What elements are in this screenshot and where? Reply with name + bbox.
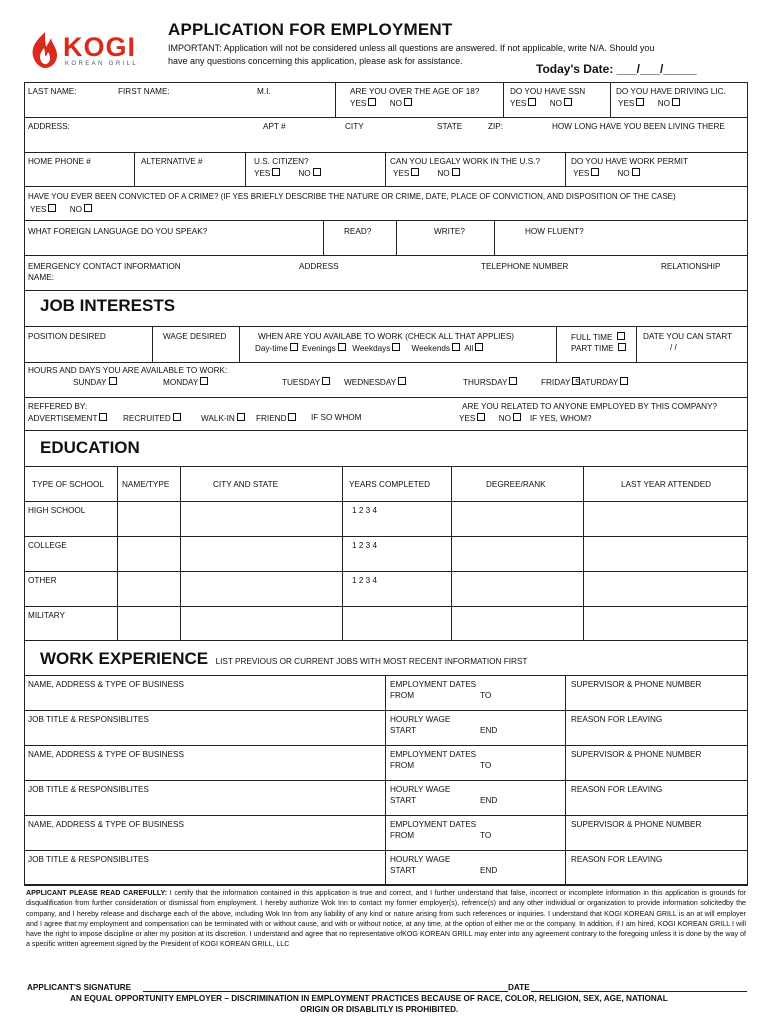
end-field[interactable]: END	[480, 796, 498, 805]
education-col-header: DEGREE/RANK	[486, 480, 546, 489]
checkbox-icon	[290, 343, 298, 351]
checkbox-icon	[109, 377, 117, 385]
emergency-address-field[interactable]: ADDRESS	[299, 262, 339, 271]
start-date-field[interactable]: DATE YOU CAN START	[643, 332, 733, 341]
start-field[interactable]: START	[390, 796, 417, 805]
flame-icon	[27, 30, 63, 72]
related-question: ARE YOU RELATED TO ANYONE EMPLOYED BY THIS COMPANY?	[462, 402, 718, 411]
checkbox-icon	[475, 343, 483, 351]
ssn-options[interactable]: YES NO	[510, 98, 574, 110]
driving-options[interactable]: YES NO	[618, 98, 682, 110]
apt-field[interactable]: APT #	[263, 122, 286, 131]
checkbox-icon	[322, 377, 330, 385]
home-phone-field[interactable]: HOME PHONE #	[28, 157, 91, 166]
address-field[interactable]: ADDRESS:	[28, 122, 70, 131]
employment-dates-label: EMPLOYMENT DATES	[390, 680, 477, 689]
start-field[interactable]: START	[390, 726, 417, 735]
business-name-field[interactable]: NAME, ADDRESS & TYPE OF BUSINESS	[28, 820, 184, 829]
checkbox-icon	[632, 168, 640, 176]
checkbox-icon	[411, 168, 419, 176]
supervisor-field[interactable]: SUPERVISOR & PHONE NUMBER	[571, 750, 702, 759]
education-row-label: OTHER	[28, 576, 57, 585]
todays-date[interactable]: Today's Date: ___/___/_____	[536, 62, 697, 76]
day-option-saturday[interactable]: SATURDAY	[575, 377, 630, 389]
supervisor-field[interactable]: SUPERVISOR & PHONE NUMBER	[571, 820, 702, 829]
state-field[interactable]: STATE	[437, 122, 463, 131]
checkbox-icon	[477, 413, 485, 421]
checkbox-icon	[452, 168, 460, 176]
over-18-question: ARE YOU OVER THE AGE OF 18?	[350, 87, 480, 96]
to-field[interactable]: TO	[480, 761, 492, 770]
checkbox-icon	[620, 377, 628, 385]
referred-option-1[interactable]: RECRUITED	[123, 413, 183, 425]
last-name-field[interactable]: LAST NAME:	[28, 87, 77, 96]
hours-days-label: HOURS AND DAYS YOU ARE AVAILABLE TO WORK:	[28, 366, 228, 375]
to-field[interactable]: TO	[480, 831, 492, 840]
job-title-field[interactable]: JOB TITLE & RESPONSIBLITES	[28, 715, 149, 724]
eoe-line-1: AN EQUAL OPPORTUNITY EMPLOYER – DISCRIMINATION IN EMPLOYMENT PRACTICES BECAUSE OF RACE, COLOR, RELIGION, SEX, AGE, NATIONAL	[70, 994, 668, 1003]
referred-option-0[interactable]: ADVERTISEMENT	[28, 413, 109, 425]
day-option-sunday[interactable]: SUNDAY	[73, 377, 119, 389]
alt-phone-field[interactable]: ALTERNATIVE #	[141, 157, 203, 166]
checkbox-icon	[404, 98, 412, 106]
education-col-header: TYPE OF SCHOOL	[32, 480, 104, 489]
checkbox-icon	[564, 98, 572, 106]
job-title-field[interactable]: JOB TITLE & RESPONSIBLITES	[28, 855, 149, 864]
emergency-label: EMERGENCY CONTACT INFORMATION	[28, 262, 181, 271]
logo-subtext: KOREAN GRILL	[65, 61, 139, 67]
signature-label: APPLICANT'S SIGNATURE	[27, 983, 132, 992]
checkbox-icon	[513, 413, 521, 421]
legal-question: CAN YOU LEGALY WORK IN THE U.S.?	[390, 157, 540, 166]
first-name-field[interactable]: FIRST NAME:	[118, 87, 170, 96]
signature-line[interactable]	[143, 991, 508, 992]
checkbox-icon	[368, 98, 376, 106]
checkbox-icon	[200, 377, 208, 385]
checkbox-icon	[84, 204, 92, 212]
availability-options[interactable]: Day-time Evenings Weekdays Weekends All	[255, 343, 485, 355]
zip-field[interactable]: ZIP:	[488, 122, 504, 131]
job-title-field[interactable]: JOB TITLE & RESPONSIBLITES	[28, 785, 149, 794]
crime-options[interactable]: YES NO	[30, 204, 94, 216]
checkbox-icon	[672, 98, 680, 106]
checkbox-icon	[636, 98, 644, 106]
middle-initial-field[interactable]: M.I.	[257, 87, 271, 96]
checkbox-icon	[392, 343, 400, 351]
checkbox-icon	[48, 204, 56, 212]
checkbox-icon	[528, 98, 536, 106]
over-18-options[interactable]: YES NO	[350, 98, 414, 110]
work-experience-heading: WORK EXPERIENCE	[40, 649, 209, 668]
work-experience-subheading: LIST PREVIOUS OR CURRENT JOBS WITH MOST RECENT INFORMATION FIRST	[215, 657, 528, 666]
employment-dates-label: EMPLOYMENT DATES	[390, 820, 477, 829]
checkbox-icon	[618, 343, 626, 351]
day-option-tuesday[interactable]: TUESDAY	[282, 377, 332, 389]
eoe-line-2: ORIGIN OR DISABLITLY IS PROHIBITED.	[300, 1005, 459, 1014]
permit-options[interactable]: YES NO	[573, 168, 642, 180]
education-col-header: NAME/TYPE	[122, 480, 170, 489]
hourly-wage-label: HOURLY WAGE	[390, 785, 451, 794]
years-completed-options[interactable]: 1 2 3 4	[352, 506, 378, 515]
from-field[interactable]: FROM	[390, 831, 415, 840]
business-name-field[interactable]: NAME, ADDRESS & TYPE OF BUSINESS	[28, 750, 184, 759]
certification-text: APPLICANT PLEASE READ CAREFULLY: I certify that the information contained in this application is true and correct, and I further understand that false, incorrect or incomplete information in this application is grounds for disqualification from further consideration or dismissal from employment. I hereby authorize Wok Inn to contact my former employer(s), refrence(s) and any other individual or organization to provide information solicitedby the company, and I hereby release and discharge each of the above, including Wok Inn from any liability of any kind or nature arising from such references or inquiries. I understand that KOGI KOREAN GRILL is an at will employer and I agree that my employment and compensation can be terminated with or without cause, and with or without notice, at any time, at the option of either me or the company. In addition, if I am hired, KOGI KOREAN GRILL I will have the right to impose discipline or alter my position at its discretion. I understand and agree that no representative ofKOG KOREAN GRILL may enter into any agreement contrary to the foregoing unless it is done by the way of a specific written agreement signed by the President of KOGI KOREAN GRILL, LLC	[26, 889, 746, 949]
checkbox-icon	[99, 413, 107, 421]
education-col-header: CITY AND STATE	[213, 480, 279, 489]
job-interests-heading: JOB INTERESTS	[40, 296, 176, 315]
reason-leaving-field[interactable]: REASON FOR LEAVING	[571, 715, 663, 724]
supervisor-field[interactable]: SUPERVISOR & PHONE NUMBER	[571, 680, 702, 689]
checkbox-icon	[338, 343, 346, 351]
checkbox-icon	[509, 377, 517, 385]
page-title: APPLICATION FOR EMPLOYMENT	[168, 20, 453, 39]
checkbox-icon	[173, 413, 181, 421]
permit-question: DO YOU HAVE WORK PERMIT	[571, 157, 689, 166]
logo-text: KOGI	[63, 32, 137, 62]
checkbox-icon	[617, 332, 625, 340]
to-field[interactable]: TO	[480, 691, 492, 700]
education-row-label: MILITARY	[28, 611, 66, 620]
day-option-monday[interactable]: MONDAY	[163, 377, 210, 389]
day-option-friday[interactable]: FRIDAY	[541, 377, 582, 389]
signature-date-label: DATE	[508, 983, 530, 992]
day-option-thursday[interactable]: THURSDAY	[463, 377, 519, 389]
referred-label: REFFERED BY:	[28, 402, 88, 411]
availability-question: WHEN ARE YOU AVAILABE TO WORK (CHECK ALL THAT APPLIES)	[258, 332, 515, 341]
years-completed-options[interactable]: 1 2 3 4	[352, 541, 378, 550]
emergency-relationship-field[interactable]: RELATIONSHIP	[661, 262, 721, 271]
emergency-phone-field[interactable]: TELEPHONE NUMBER	[481, 262, 569, 271]
crime-question: HAVE YOU EVER BEEN CONVICTED OF A CRIME? (IF YES BRIEFLY DESCRIBE THE NATURE OR CRIME, DATE, PLACE OF CONVICTION, AND DISPOSITION OF THE CASE)	[28, 192, 676, 201]
fluent-field[interactable]: HOW FLUENT?	[525, 227, 584, 236]
checkbox-icon	[398, 377, 406, 385]
checkbox-icon	[272, 168, 280, 176]
emergency-name-field[interactable]: NAME:	[28, 273, 54, 282]
part-time-option[interactable]: PART TIME	[571, 343, 628, 355]
referred-option-3[interactable]: FRIEND	[256, 413, 298, 425]
full-time-option[interactable]: FULL TIME	[571, 332, 627, 344]
education-col-header: LAST YEAR ATTENDED	[621, 480, 712, 489]
ssn-question: DO YOU HAVE SSN	[510, 87, 586, 96]
end-field[interactable]: END	[480, 726, 498, 735]
work-heading-line	[40, 649, 527, 669]
checkbox-icon	[313, 168, 321, 176]
reason-leaving-field[interactable]: REASON FOR LEAVING	[571, 855, 663, 864]
write-field[interactable]: WRITE?	[434, 227, 465, 236]
citizen-options[interactable]: YES NO	[254, 168, 323, 180]
referred-option-4[interactable]: IF SO WHOM	[311, 413, 362, 422]
driving-question: DO YOU HAVE DRIVING LIC.	[616, 87, 726, 96]
years-completed-options[interactable]: 1 2 3 4	[352, 576, 378, 585]
end-field[interactable]: END	[480, 866, 498, 875]
start-field[interactable]: START	[390, 866, 417, 875]
hourly-wage-label: HOURLY WAGE	[390, 855, 451, 864]
important-note-2: have any questions concerning this application, please ask for assistance.	[168, 56, 463, 66]
education-col-header: YEARS COMPLETED	[349, 480, 430, 489]
checkbox-icon	[288, 413, 296, 421]
checkbox-icon	[237, 413, 245, 421]
checkbox-icon	[591, 168, 599, 176]
employment-dates-label: EMPLOYMENT DATES	[390, 750, 477, 759]
referred-option-2[interactable]: WALK-IN	[201, 413, 247, 425]
day-option-wednesday[interactable]: WEDNESDAY	[344, 377, 408, 389]
legal-options[interactable]: YES NO	[393, 168, 462, 180]
reason-leaving-field[interactable]: REASON FOR LEAVING	[571, 785, 663, 794]
logo	[27, 30, 152, 72]
foreign-language-field[interactable]: WHAT FOREIGN LANGUAGE DO YOU SPEAK?	[28, 227, 208, 236]
education-row-label: COLLEGE	[28, 541, 67, 550]
related-options[interactable]: YES NO IF YES, WHOM?	[459, 414, 592, 423]
signature-date-line[interactable]	[531, 991, 747, 992]
education-heading: EDUCATION	[40, 438, 140, 457]
hourly-wage-label: HOURLY WAGE	[390, 715, 451, 724]
business-name-field[interactable]: NAME, ADDRESS & TYPE OF BUSINESS	[28, 680, 184, 689]
citizen-question: U.S. CITIZEN?	[254, 157, 309, 166]
city-field[interactable]: CITY	[345, 122, 364, 131]
important-note-1: IMPORTANT: Application will not be considered unless all questions are answered. If not applicable, write N/A. Should you	[168, 43, 655, 53]
how-long-field[interactable]: HOW LONG HAVE YOU BEEN LIVING THERE	[552, 122, 725, 131]
education-row-label: HIGH SCHOOL	[28, 506, 86, 515]
start-date-slashes: / /	[670, 343, 677, 352]
position-desired-field[interactable]: POSITION DESIRED	[28, 332, 106, 341]
read-field[interactable]: READ?	[344, 227, 372, 236]
checkbox-icon	[452, 343, 460, 351]
from-field[interactable]: FROM	[390, 761, 415, 770]
from-field[interactable]: FROM	[390, 691, 415, 700]
wage-desired-field[interactable]: WAGE DESIRED	[163, 332, 227, 341]
